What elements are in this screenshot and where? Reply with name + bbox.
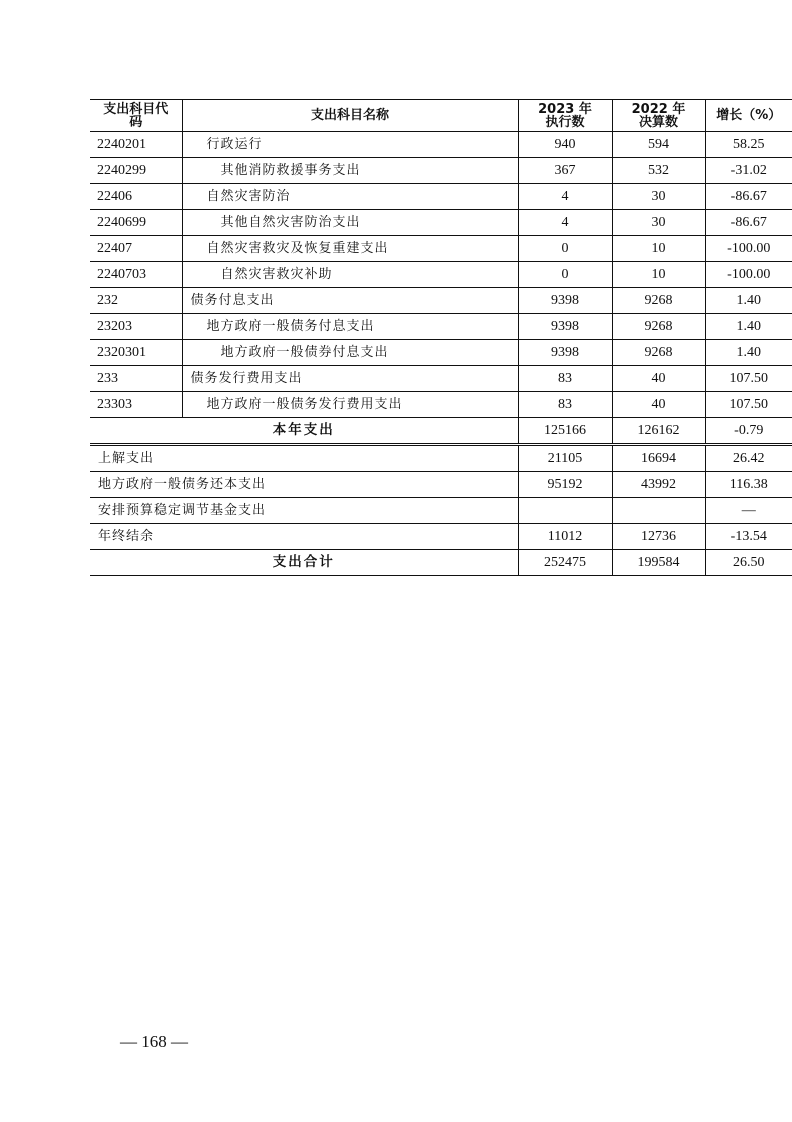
table-row <box>90 262 792 288</box>
row-name: 自然灾害救灾补助 <box>182 262 518 288</box>
row-code: 22407 <box>90 236 182 262</box>
row-2022-value: 16694 <box>612 445 705 472</box>
annual-total-2023: 125166 <box>518 418 612 445</box>
annual-total-2022: 126162 <box>612 418 705 445</box>
row-2023-value: 83 <box>518 366 612 392</box>
header-final-2022: 2022 年决算数 <box>612 100 705 132</box>
row-2023-value: 9398 <box>518 314 612 340</box>
row-name: 其他消防救援事务支出 <box>182 158 518 184</box>
row-growth: 116.38 <box>705 472 792 498</box>
row-2023-value: 83 <box>518 392 612 418</box>
annual-total-row <box>90 418 792 445</box>
table-row <box>90 524 792 550</box>
table-row <box>90 236 792 262</box>
row-growth: — <box>705 498 792 524</box>
row-2023-value: 11012 <box>518 524 612 550</box>
grand-total-growth: 26.50 <box>705 550 792 576</box>
table-row <box>90 184 792 210</box>
table-row <box>90 132 792 158</box>
row-growth: -13.54 <box>705 524 792 550</box>
row-code: 2320301 <box>90 340 182 366</box>
row-2023-value: 4 <box>518 184 612 210</box>
row-2023-value: 21105 <box>518 445 612 472</box>
header-growth: 增长（%） <box>705 100 792 132</box>
grand-total-row <box>90 550 792 576</box>
header-exec-2023: 2023 年执行数 <box>518 100 612 132</box>
table-row <box>90 445 792 472</box>
row-growth: 1.40 <box>705 314 792 340</box>
row-name: 地方政府一般债券付息支出 <box>182 340 518 366</box>
row-name: 自然灾害防治 <box>182 184 518 210</box>
row-growth: 107.50 <box>705 366 792 392</box>
row-code: 23203 <box>90 314 182 340</box>
row-growth: 26.42 <box>705 445 792 472</box>
row-2023-value <box>518 498 612 524</box>
expenditure-table <box>90 99 792 576</box>
row-growth: -31.02 <box>705 158 792 184</box>
grand-total-2022: 199584 <box>612 550 705 576</box>
row-code: 23303 <box>90 392 182 418</box>
table-row <box>90 288 792 314</box>
row-growth: 58.25 <box>705 132 792 158</box>
row-name: 债务付息支出 <box>182 288 518 314</box>
row-2022-value: 9268 <box>612 340 705 366</box>
grand-total-label: 支出合计 <box>90 550 518 576</box>
row-growth: 1.40 <box>705 340 792 366</box>
row-2023-value: 9398 <box>518 340 612 366</box>
row-2022-value: 43992 <box>612 472 705 498</box>
table-row <box>90 210 792 236</box>
row-name: 年终结余 <box>90 524 518 550</box>
table-row <box>90 498 792 524</box>
row-2023-value: 0 <box>518 236 612 262</box>
annual-total-growth: -0.79 <box>705 418 792 445</box>
row-name: 地方政府一般债务还本支出 <box>90 472 518 498</box>
row-name: 安排预算稳定调节基金支出 <box>90 498 518 524</box>
row-name: 上解支出 <box>90 445 518 472</box>
row-2023-value: 367 <box>518 158 612 184</box>
row-2023-value: 940 <box>518 132 612 158</box>
row-growth: -86.67 <box>705 210 792 236</box>
row-2022-value: 9268 <box>612 314 705 340</box>
row-2022-value: 594 <box>612 132 705 158</box>
row-2023-value: 4 <box>518 210 612 236</box>
row-code: 2240299 <box>90 158 182 184</box>
row-name: 自然灾害救灾及恢复重建支出 <box>182 236 518 262</box>
row-2022-value: 9268 <box>612 288 705 314</box>
row-2022-value: 12736 <box>612 524 705 550</box>
row-name: 地方政府一般债务发行费用支出 <box>182 392 518 418</box>
row-code: 232 <box>90 288 182 314</box>
row-growth: 1.40 <box>705 288 792 314</box>
row-growth: -100.00 <box>705 236 792 262</box>
row-2022-value: 10 <box>612 262 705 288</box>
row-2022-value <box>612 498 705 524</box>
row-growth: -86.67 <box>705 184 792 210</box>
header-code: 支出科目代码 <box>90 100 182 132</box>
row-growth: 107.50 <box>705 392 792 418</box>
row-code: 22406 <box>90 184 182 210</box>
page-number: — 168 — <box>120 1032 188 1051</box>
table-row <box>90 366 792 392</box>
row-2022-value: 40 <box>612 366 705 392</box>
row-code: 233 <box>90 366 182 392</box>
annual-total-label: 本年支出 <box>90 418 518 445</box>
row-growth: -100.00 <box>705 262 792 288</box>
row-2023-value: 95192 <box>518 472 612 498</box>
row-2022-value: 40 <box>612 392 705 418</box>
table-row <box>90 158 792 184</box>
row-2022-value: 10 <box>612 236 705 262</box>
table-row <box>90 392 792 418</box>
row-2023-value: 0 <box>518 262 612 288</box>
row-name: 债务发行费用支出 <box>182 366 518 392</box>
row-2022-value: 30 <box>612 210 705 236</box>
row-code: 2240201 <box>90 132 182 158</box>
table-header-row <box>90 100 792 132</box>
header-name: 支出科目名称 <box>182 100 518 132</box>
row-name: 行政运行 <box>182 132 518 158</box>
row-name: 其他自然灾害防治支出 <box>182 210 518 236</box>
table-row <box>90 314 792 340</box>
table-row <box>90 472 792 498</box>
row-2022-value: 532 <box>612 158 705 184</box>
row-2023-value: 9398 <box>518 288 612 314</box>
table-row <box>90 340 792 366</box>
row-code: 2240699 <box>90 210 182 236</box>
row-name: 地方政府一般债务付息支出 <box>182 314 518 340</box>
row-code: 2240703 <box>90 262 182 288</box>
grand-total-2023: 252475 <box>518 550 612 576</box>
row-2022-value: 30 <box>612 184 705 210</box>
